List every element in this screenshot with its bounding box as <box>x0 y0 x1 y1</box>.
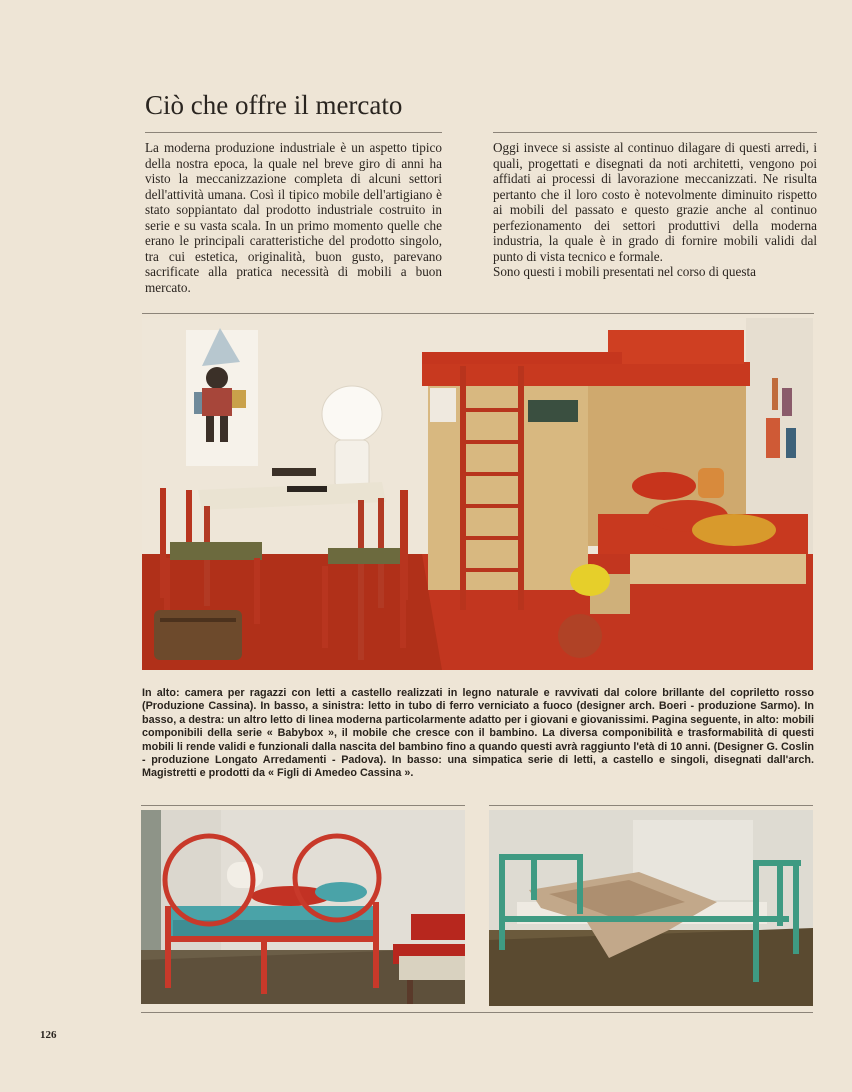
photo-rule-middle <box>141 805 465 806</box>
photo-green-frame-bed-illustration <box>489 810 813 1006</box>
photo-green-frame-bed <box>489 810 813 1006</box>
photo-rule-middle-right <box>489 805 813 806</box>
photo-caption: In alto: camera per ragazzi con letti a castello realizzati in legno naturale e ravvivati dal colore brillante del copriletto rosso (Produzione Cassina). In basso, a sinistra: letto in tubo di ferro verniciato a fuoco (designer arch. Boeri - produzione Sarmo). In basso, a destra: un altro letto di linea moderna particolarmente adatto per i giovani e giovanissimi. Pagina seguente, in alto: mobili componibili della serie « Babybox », il mobile che cresce con il bambino. La diversa componibilità e trasformabilità di questi mobili li rende validi e funzionali dalla nascita del bambino fino a quando questi avrà raggiunto l'età di 10 anni. (Designer G. Coslin - produzione Longato Arredamenti - Padova). In basso: una simpatica serie di letti, a castello e singoli, disegnati dall'arch. Magistretti e prodotti da « Figli di Amedeo Cassina ». <box>142 687 814 780</box>
photo-rule-top <box>142 313 814 314</box>
page-number: 126 <box>40 1029 57 1041</box>
photo-red-tube-bed <box>141 810 465 1004</box>
photo-kids-bedroom <box>142 318 813 670</box>
body-column-right <box>493 140 817 280</box>
photo-kids-bedroom-illustration <box>142 318 813 670</box>
column-rule-left <box>145 132 442 133</box>
body-column-left <box>145 140 442 295</box>
column-rule-right <box>493 132 817 133</box>
paragraph: Oggi invece si assiste al continuo dilagare di questi arredi, i quali, progettati e disegnati da noti architetti, vengono poi affidati ai processi di lavorazione meccanizzati. Ne risulta pertanto che il loro costo è notevolmente diminuito rispetto ai mobili del passato e questo grazie anche al continuo perfezionamento dei settori produttivi della moderna industria, la quale è in grado di fornire mobili validi dal punto di vista tecnico e formale. <box>493 140 817 264</box>
page-title: Ciò che offre il mercato <box>145 90 403 120</box>
paragraph: La moderna produzione industriale è un aspetto tipico della nostra epoca, la quale nel breve giro di anni ha visto la meccanizzazione completa di alcuni settori dell'attività umana. Così il tipico mobile dell'artigiano è stato soppiantato dal prodotto industriale costruito in serie e su vasta scala. In un primo momento quelle che erano le principali caratteristiche del prodotto singolo, tra cui estetica, originalità, buon gusto, parevano sacrificate alla pratica necessità di mobili a buon mercato. <box>145 140 442 295</box>
photo-rule-bottom <box>141 1012 813 1013</box>
photo-red-tube-bed-illustration <box>141 810 465 1004</box>
paragraph: Sono questi i mobili presentati nel corso di questa <box>493 264 756 280</box>
